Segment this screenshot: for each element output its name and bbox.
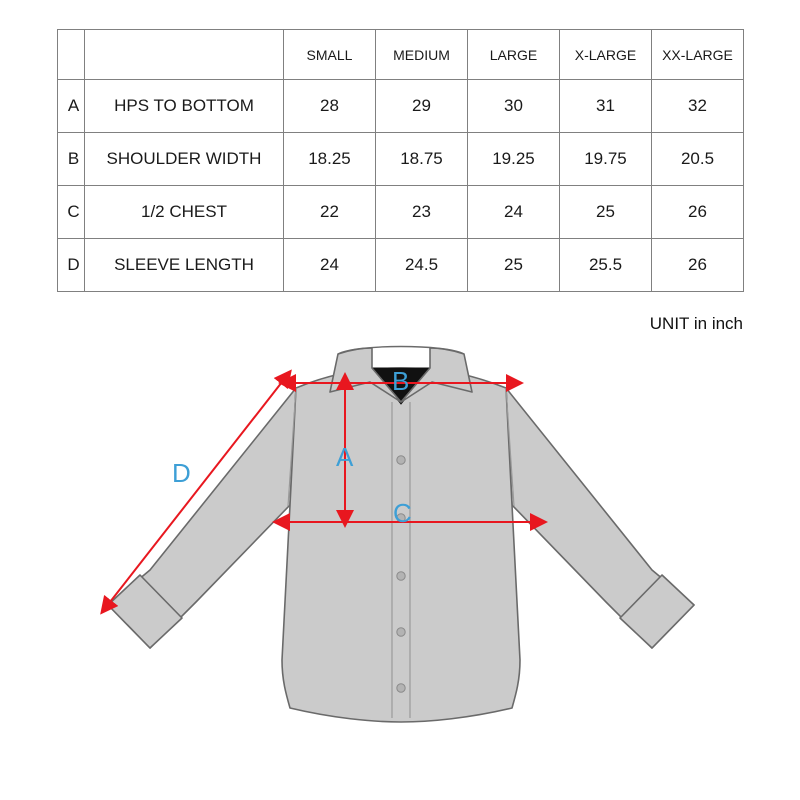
- cell-a-xxlarge: 32: [652, 80, 744, 133]
- row-name-b: SHOULDER WIDTH: [85, 133, 284, 186]
- cell-d-xlarge: 25.5: [560, 239, 652, 292]
- unit-note: UNIT in inch: [649, 314, 743, 333]
- cell-c-medium: 23: [376, 186, 468, 239]
- cell-d-small: 24: [284, 239, 376, 292]
- cell-c-small: 22: [284, 186, 376, 239]
- header-cell-large: LARGE: [468, 30, 560, 80]
- marker-label-c: C: [393, 498, 412, 528]
- cell-a-medium: 29: [376, 80, 468, 133]
- cell-a-small: 28: [284, 80, 376, 133]
- cell-a-xlarge: 31: [560, 80, 652, 133]
- cell-b-large: 19.25: [468, 133, 560, 186]
- cell-c-large: 24: [468, 186, 560, 239]
- shirt-technical-drawing: [0, 330, 800, 790]
- cell-d-large: 25: [468, 239, 560, 292]
- header-cell-xlarge: X-LARGE: [560, 30, 652, 80]
- shirt-body-group: [108, 347, 694, 723]
- cell-c-xxlarge: 26: [652, 186, 744, 239]
- cell-b-xxlarge: 20.5: [652, 133, 744, 186]
- cell-b-medium: 18.75: [376, 133, 468, 186]
- row-letter-b: B: [58, 133, 85, 186]
- cell-b-small: 18.25: [284, 133, 376, 186]
- row-letter-a: A: [58, 80, 85, 133]
- table-header-row: [58, 30, 744, 80]
- header-cell-small: SMALL: [284, 30, 376, 80]
- row-name-a: HPS TO BOTTOM: [85, 80, 284, 133]
- row-letter-c: C: [58, 186, 85, 239]
- header-cell-medium: MEDIUM: [376, 30, 468, 80]
- table-row: [58, 239, 744, 292]
- button: [397, 684, 405, 692]
- cell-d-xxlarge: 26: [652, 239, 744, 292]
- cell-c-xlarge: 25: [560, 186, 652, 239]
- size-chart-table: [57, 29, 744, 292]
- header-cell-measure: [85, 30, 284, 80]
- button: [397, 456, 405, 464]
- marker-label-b: B: [392, 366, 410, 396]
- row-name-c: 1/2 CHEST: [85, 186, 284, 239]
- marker-label-d: D: [172, 458, 191, 488]
- row-name-d: SLEEVE LENGTH: [85, 239, 284, 292]
- marker-label-a: A: [336, 442, 354, 472]
- button: [397, 628, 405, 636]
- cell-b-xlarge: 19.75: [560, 133, 652, 186]
- header-cell-letter: [58, 30, 85, 80]
- cell-d-medium: 24.5: [376, 239, 468, 292]
- table-row: [58, 133, 744, 186]
- table-row: [58, 186, 744, 239]
- header-cell-xxlarge: XX-LARGE: [652, 30, 744, 80]
- row-letter-d: D: [58, 239, 85, 292]
- table-row: [58, 80, 744, 133]
- cell-a-large: 30: [468, 80, 560, 133]
- garment-diagram: [0, 330, 800, 790]
- shirt-torso: [282, 368, 520, 722]
- button: [397, 572, 405, 580]
